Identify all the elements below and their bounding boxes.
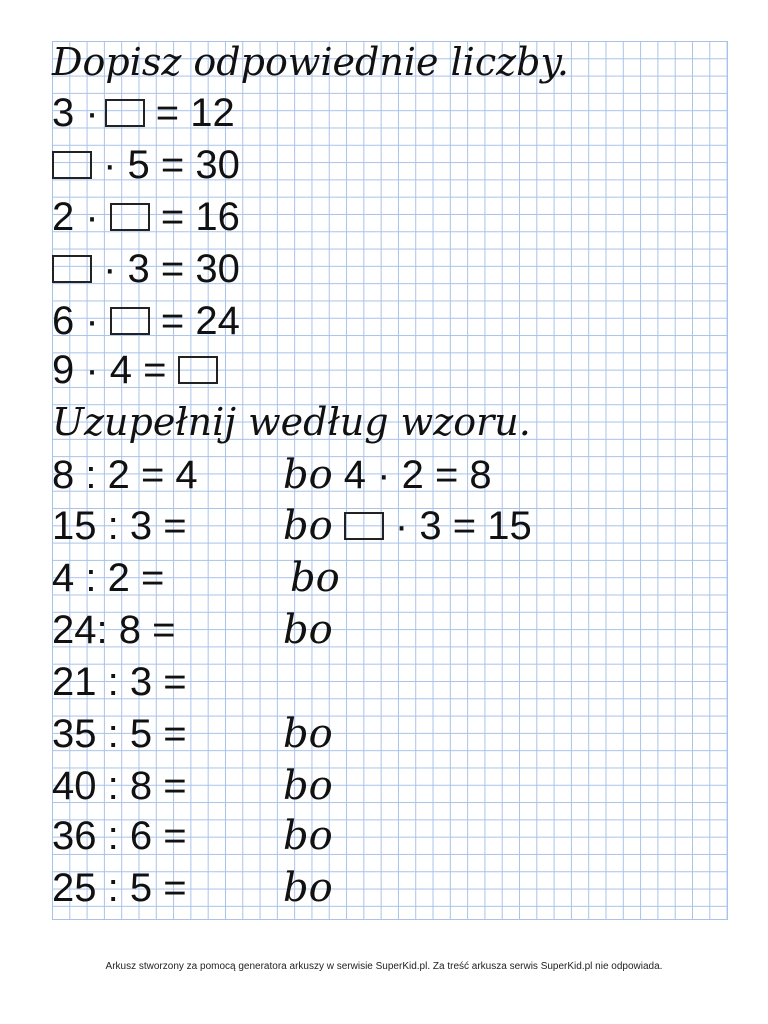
- division-explain-1: [283, 452, 492, 498]
- division-expr-9: 25 : 5 =: [52, 866, 187, 910]
- answer-box[interactable]: [178, 356, 218, 384]
- equation-right: = 24: [149, 299, 240, 343]
- division-expr-7: 40 : 8 =: [52, 764, 187, 808]
- division-explain-6: [283, 711, 333, 757]
- bo-word: bo: [283, 607, 333, 653]
- answer-box[interactable]: [344, 512, 384, 540]
- explain-text: [333, 503, 344, 549]
- division-explain-8: [283, 813, 333, 859]
- equation-row-1: [52, 90, 235, 136]
- equation-row-4: [52, 246, 240, 292]
- section1-title: Dopisz odpowiednie liczby.: [52, 40, 569, 84]
- division-expr-5: 21 : 3 =: [52, 660, 187, 704]
- equation-row-2: [52, 142, 240, 188]
- division-explain-9: [283, 865, 333, 911]
- division-explain-7: [283, 763, 333, 809]
- footer-note: Arkusz stworzony za pomocą generatora arkuszy w serwisie SuperKid.pl. Za treść arkusza serwis SuperKid.pl nie odpowiada.: [105, 961, 663, 972]
- division-expr-3: 4 : 2 =: [52, 556, 165, 600]
- equation-left: 2 ·: [52, 195, 110, 239]
- bo-word: bo: [283, 865, 333, 911]
- answer-box[interactable]: [105, 99, 145, 127]
- answer-box[interactable]: [52, 151, 92, 179]
- section2-title: Uzupełnij według wzoru.: [52, 400, 531, 444]
- equation-right: = 16: [149, 195, 240, 239]
- bo-word: bo: [283, 452, 333, 498]
- division-expr-2: 15 : 3 =: [52, 504, 187, 548]
- division-expr-1: 8 : 2 = 4: [52, 453, 198, 497]
- division-explain-4: [283, 607, 333, 653]
- division-expr-6: 35 : 5 =: [52, 712, 187, 756]
- explain-text: · 3 = 15: [383, 504, 532, 548]
- bo-word: bo: [283, 503, 333, 549]
- equation-right: · 5 = 30: [92, 143, 240, 187]
- equation-row-5: [52, 298, 240, 344]
- division-expr-4: 24: 8 =: [52, 608, 176, 652]
- equation-left: 6 ·: [52, 299, 110, 343]
- explain-text: 4 · 2 = 8: [332, 453, 492, 497]
- equation-left: 9 · 4 =: [52, 348, 178, 392]
- bo-word: bo: [283, 711, 333, 757]
- equation-right: = 12: [144, 91, 235, 135]
- equation-right: · 3 = 30: [92, 247, 240, 291]
- answer-box[interactable]: [110, 203, 150, 231]
- equation-row-6: [52, 347, 218, 393]
- division-expr-8: 36 : 6 =: [52, 814, 187, 858]
- equation-left: 3 ·: [52, 91, 99, 135]
- bo-word: bo: [290, 555, 340, 601]
- bo-word: bo: [283, 763, 333, 809]
- equation-row-3: [52, 194, 240, 240]
- division-explain-3: [290, 555, 340, 601]
- answer-box[interactable]: [52, 255, 92, 283]
- division-explain-2: [283, 503, 532, 549]
- answer-box[interactable]: [110, 307, 150, 335]
- bo-word: bo: [283, 813, 333, 859]
